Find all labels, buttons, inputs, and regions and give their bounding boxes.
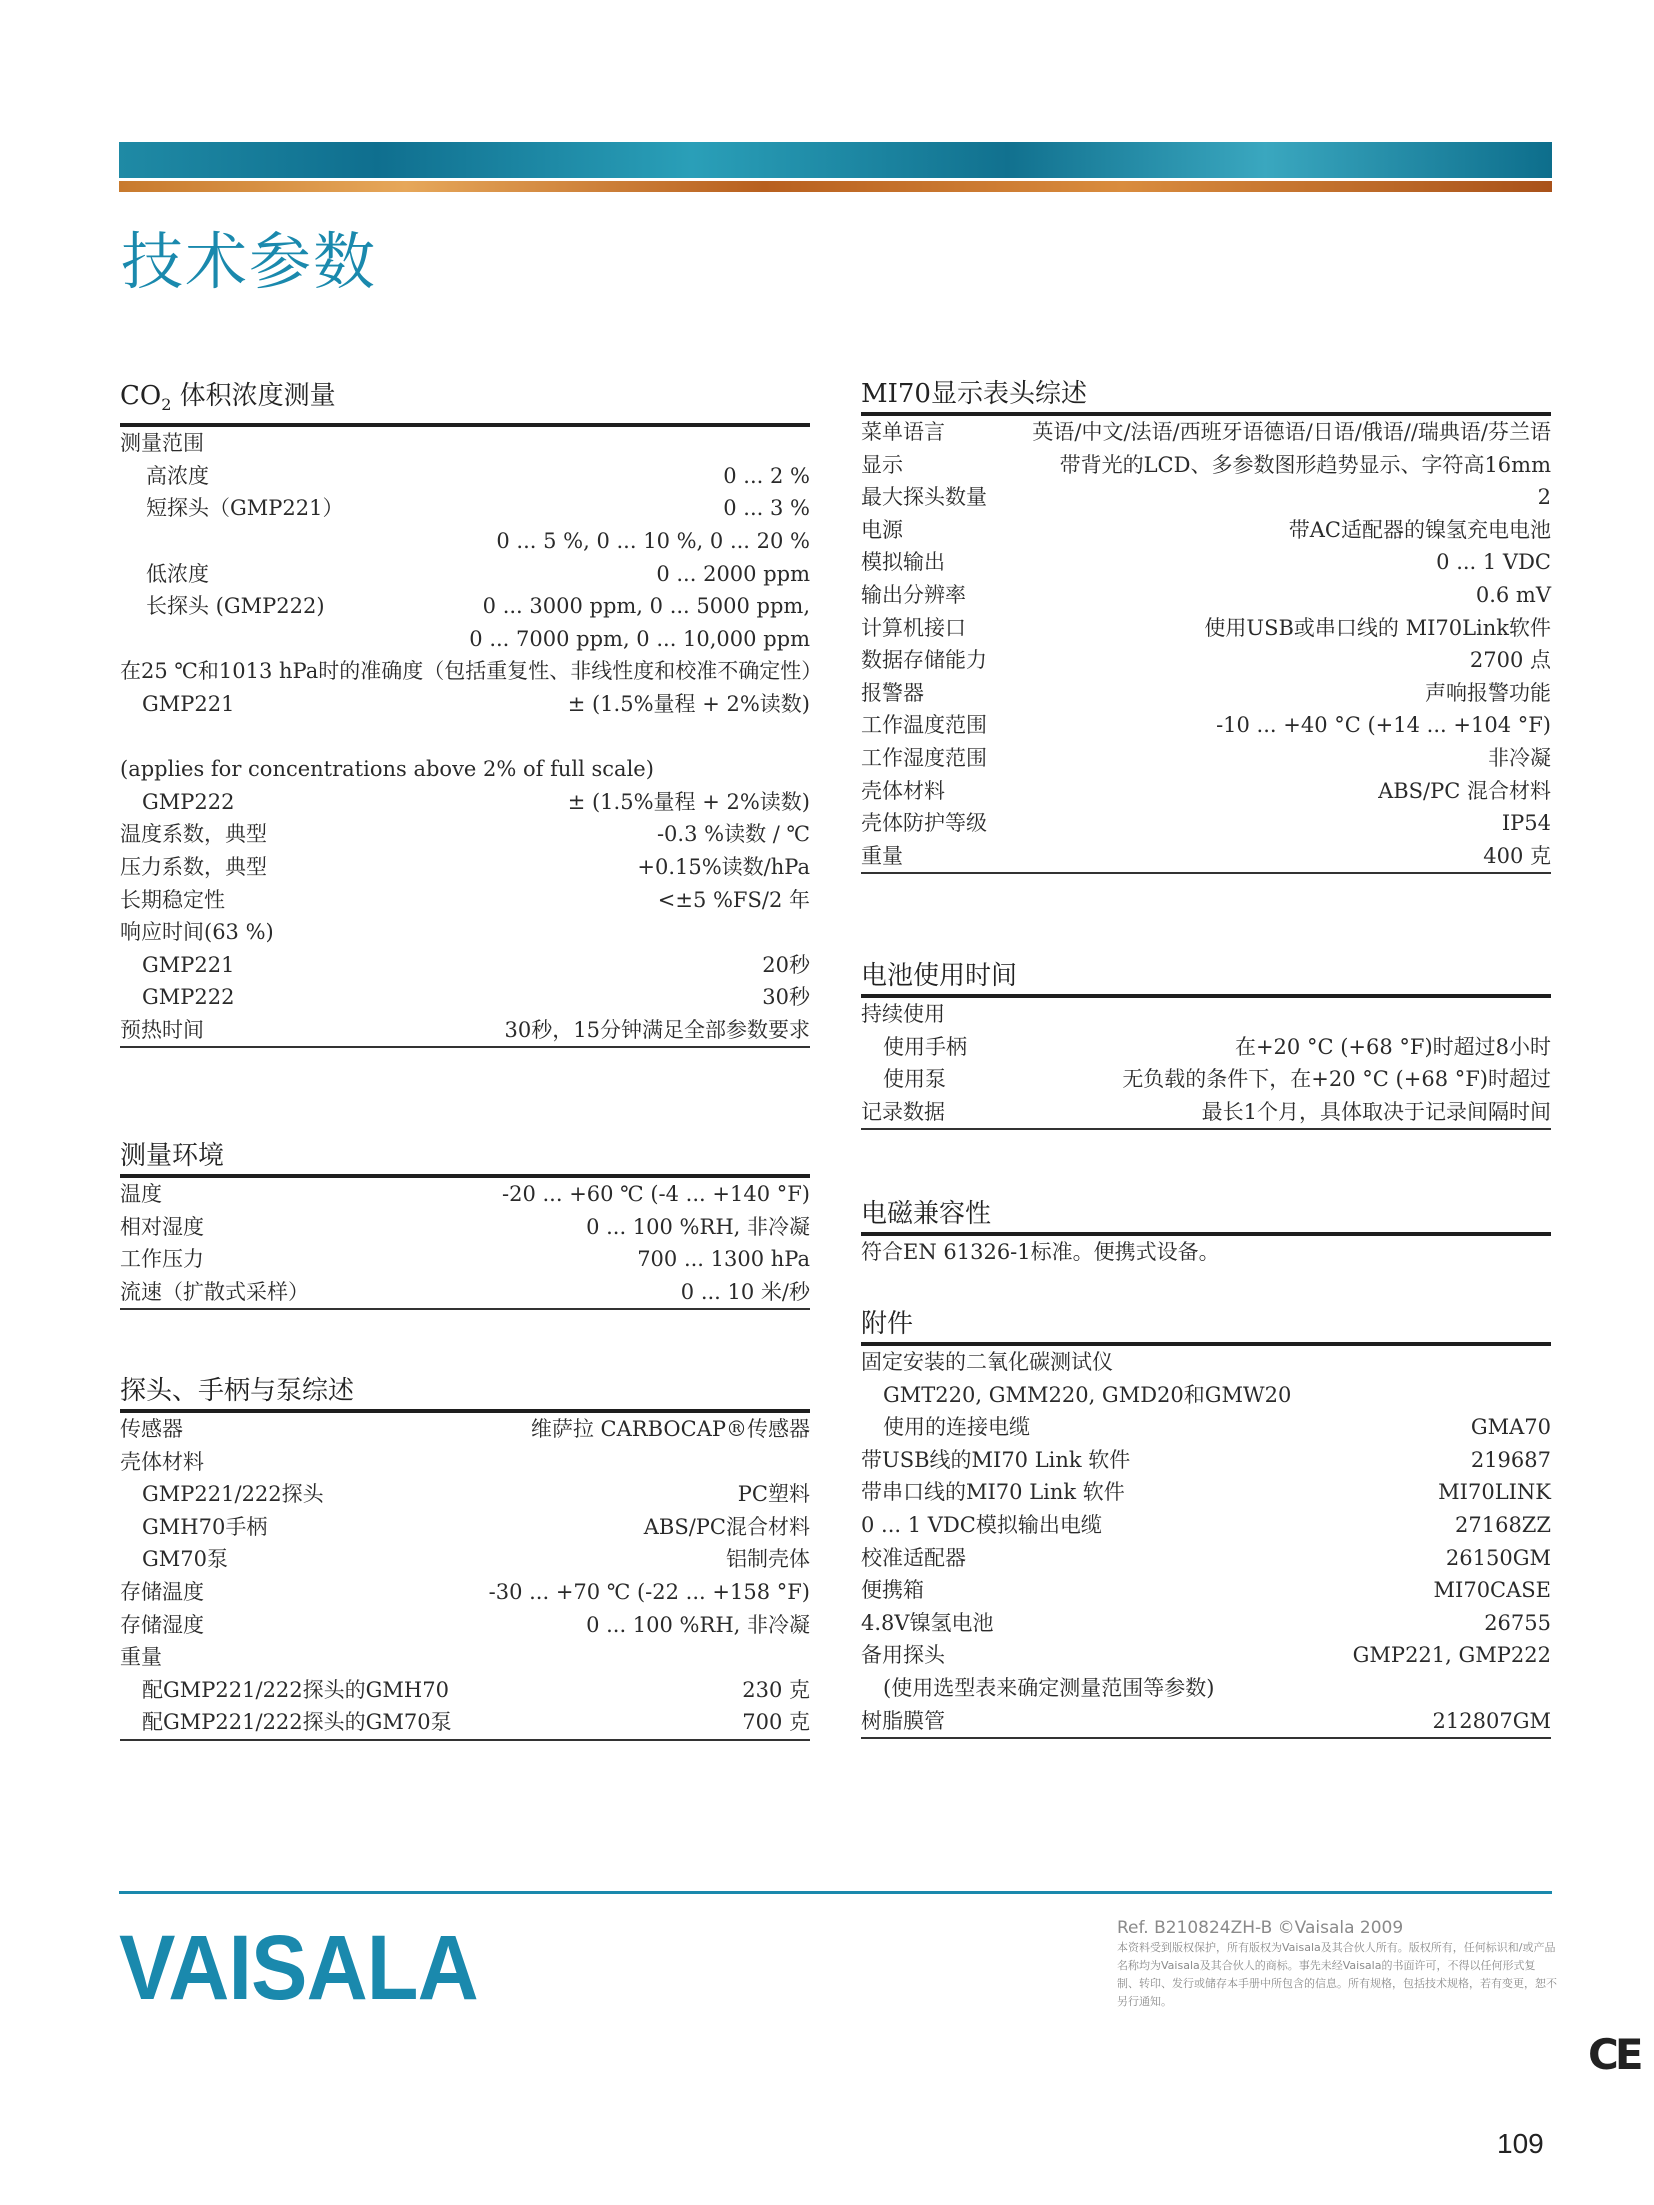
spec-row: GMH70手柄 ABS/PC混合材料	[142, 1514, 810, 1539]
spec-row: 报警器 声响报警功能	[861, 680, 1551, 705]
spec-row: 重量	[120, 1645, 162, 1670]
section-title: $CO_2$ 体积浓度测量	[120, 380, 810, 427]
spec-row: 壳体材料	[120, 1449, 204, 1474]
section-title: 测量环境	[120, 1140, 810, 1178]
spec-row: 响应时间(63 %)	[120, 920, 274, 945]
spec-row: 工作压力 700 ... 1300 hPa	[120, 1247, 810, 1272]
spec-table	[120, 1413, 810, 1741]
spec-row: 传感器 维萨拉 CARBOCAP®传感器	[120, 1417, 810, 1441]
spec-row: 输出分辨率 0.6 mV	[861, 582, 1551, 607]
spec-row: 工作温度范围 -10 ... +40 °C (+14 ... +104 °F)	[861, 713, 1551, 738]
spec-row: 长探头 (GMP222) 0 ... 3000 ppm, 0 ... 5000 ppm,	[146, 594, 810, 619]
emc-text: 符合EN 61326-1标准。便携式设备。	[861, 1240, 1220, 1264]
spec-row: 高浓度 0 ... 2 %	[146, 463, 810, 488]
spec-row: 持续使用	[861, 1002, 945, 1026]
battery-section	[861, 960, 1551, 1130]
spec-row: 短探头（GMP221） 0 ... 3 %	[146, 496, 810, 521]
spec-table	[861, 998, 1551, 1130]
spec-row: 测量范围	[120, 431, 204, 456]
vaisala-logo: VAISALA	[119, 1917, 478, 2019]
spec-row: 校准适配器 26150GM	[861, 1545, 1551, 1570]
spec-row: 使用手柄 在+20 °C (+68 °F)时超过8小时	[883, 1034, 1551, 1059]
legal-notice	[1117, 1917, 1557, 2011]
spec-table	[861, 1346, 1551, 1739]
spec-row: 重量 400 克	[861, 843, 1551, 868]
section-title: 探头、手柄与泵综述	[120, 1375, 810, 1413]
spec-row: 长期稳定性 <±5 %FS/2 年	[120, 887, 810, 912]
emc-section	[861, 1198, 1551, 1268]
spec-row: GMP222 30秒	[142, 985, 810, 1010]
spec-row: 备用探头 GMP221, GMP222	[861, 1643, 1551, 1668]
accessories-section	[861, 1308, 1551, 1739]
spec-row: 壳体防护等级 IP54	[861, 811, 1551, 836]
footer-divider	[119, 1891, 1552, 1894]
mi70-section	[861, 378, 1551, 874]
spec-row: 0 ... 5 %, 0 ... 10 %, 0 ... 20 %	[496, 528, 810, 553]
page-number: 109	[1497, 2128, 1544, 2159]
section-title: 附件	[861, 1308, 1551, 1346]
spec-row: 记录数据 最长1个月，具体取决于记录间隔时间	[861, 1099, 1551, 1124]
section-title: MI70显示表头综述	[861, 378, 1551, 416]
spec-row: 带USB线的MI70 Link 软件 219687	[861, 1447, 1551, 1472]
spec-row: 便携箱 MI70CASE	[861, 1578, 1551, 1603]
spec-row: 使用的连接电缆 GMA70	[883, 1415, 1551, 1440]
spec-row: 树脂膜管 212807GM	[861, 1708, 1551, 1733]
spec-row: GMP221/222探头 PC塑料	[142, 1482, 810, 1507]
spec-row: 相对湿度 0 ... 100 %RH, 非冷凝	[120, 1214, 810, 1239]
copyright-text: 本资料受到版权保护，所有版权为Vaisala及其合伙人所有。版权所有，任何标识和/或产品名称均为Vaisala及其合伙人的商标。事先未经Vaisala的书面许可，不得以任何形式复制、转印、发行或储存本手册中所包含的信息。所有规格，包括技术规格，若有变更，恕不另行通知。	[1117, 1941, 1557, 2008]
spec-row: 工作湿度范围 非冷凝	[861, 745, 1551, 770]
spec-row: 数据存储能力 2700 点	[861, 648, 1551, 673]
spec-row: 显示 带背光的LCD、多参数图形趋势显示、字符高16mm	[861, 452, 1551, 477]
spec-row: 电源 带AC适配器的镍氢充电电池	[861, 517, 1551, 542]
co2-section	[120, 380, 823, 1048]
spec-row: 计算机接口 使用USB或串口线的 MI70Link软件	[861, 615, 1551, 640]
spec-row: GMP221 ± (1.5%量程 + 2%读数)	[142, 691, 810, 716]
spec-table	[120, 1178, 810, 1310]
spec-row: 预热时间 30秒，15分钟满足全部参数要求	[120, 1017, 810, 1042]
spec-row: 0 ... 7000 ppm, 0 ... 10,000 ppm	[469, 626, 810, 651]
spec-row: 带串口线的MI70 Link 软件 MI70LINK	[861, 1480, 1551, 1505]
spec-row: 温度系数，典型 -0.3 %读数 / ℃	[120, 822, 810, 847]
spec-row: 温度 -20 ... +60 ℃ (-4 ... +140 °F)	[120, 1182, 810, 1206]
section-title: 电磁兼容性	[861, 1198, 1551, 1236]
blank-line	[120, 721, 810, 754]
spec-row: GM70泵 铝制壳体	[142, 1547, 810, 1572]
spec-row: 0 ... 1 VDC模拟输出电缆 27168ZZ	[861, 1512, 1551, 1537]
spec-row: 固定安装的二氧化碳测试仪	[861, 1350, 1113, 1374]
page-title: 技术参数	[121, 225, 378, 298]
spec-row: 使用泵 无负载的条件下，在+20 °C (+68 °F)时超过	[883, 1067, 1551, 1092]
spec-row: 低浓度 0 ... 2000 ppm	[146, 561, 810, 586]
spec-row: 配GMP221/222探头的GM70泵 700 克	[142, 1710, 810, 1735]
spec-row: 4.8V镍氢电池 26755	[861, 1610, 1551, 1635]
spec-row: 压力系数，典型 +0.15%读数/hPa	[120, 854, 810, 879]
banner-blue-stripe	[119, 142, 1552, 178]
spec-row-note: (applies for concentrations above 2% of full scale)	[120, 757, 654, 782]
environment-section	[120, 1140, 810, 1310]
spec-table	[861, 416, 1551, 874]
spec-table	[120, 427, 823, 1048]
spec-row: 存储温度 -30 ... +70 ℃ (-22 ... +158 °F)	[120, 1579, 810, 1604]
spec-row: GMT220, GMM220, GMD20和GMW20	[883, 1382, 1292, 1407]
spec-row: 最大探头数量 2	[861, 485, 1551, 510]
spec-row: 配GMP221/222探头的GMH70 230 克	[142, 1677, 810, 1702]
spec-row: 模拟输出 0 ... 1 VDC	[861, 550, 1551, 575]
spec-row: GMP222 ± (1.5%量程 + 2%读数)	[142, 789, 810, 814]
section-title: 电池使用时间	[861, 960, 1551, 998]
spec-row-note: 在25 ℃和1013 hPa时的准确度（包括重复性、非线性度和校准不确定性）	[120, 659, 823, 684]
spec-row: 流速（扩散式采样） 0 ... 10 米/秒	[120, 1279, 810, 1304]
reference-number: Ref. B210824ZH-B ©Vaisala 2009	[1117, 1918, 1404, 1938]
ce-mark-icon: CE	[1588, 2030, 1640, 2079]
spec-row: (使用选型表来确定测量范围等参数)	[883, 1675, 1215, 1700]
banner-orange-stripe	[119, 181, 1552, 192]
spec-row: GMP221 20秒	[142, 952, 810, 977]
spec-row: 菜单语言 英语/中文/法语/西班牙语德语/日语/俄语//瑞典语/芬兰语	[861, 420, 1551, 444]
probe-section	[120, 1375, 810, 1741]
header-banner	[119, 142, 1552, 194]
spec-row: 壳体材料 ABS/PC 混合材料	[861, 778, 1551, 803]
spec-row: 存储湿度 0 ... 100 %RH, 非冷凝	[120, 1612, 810, 1637]
